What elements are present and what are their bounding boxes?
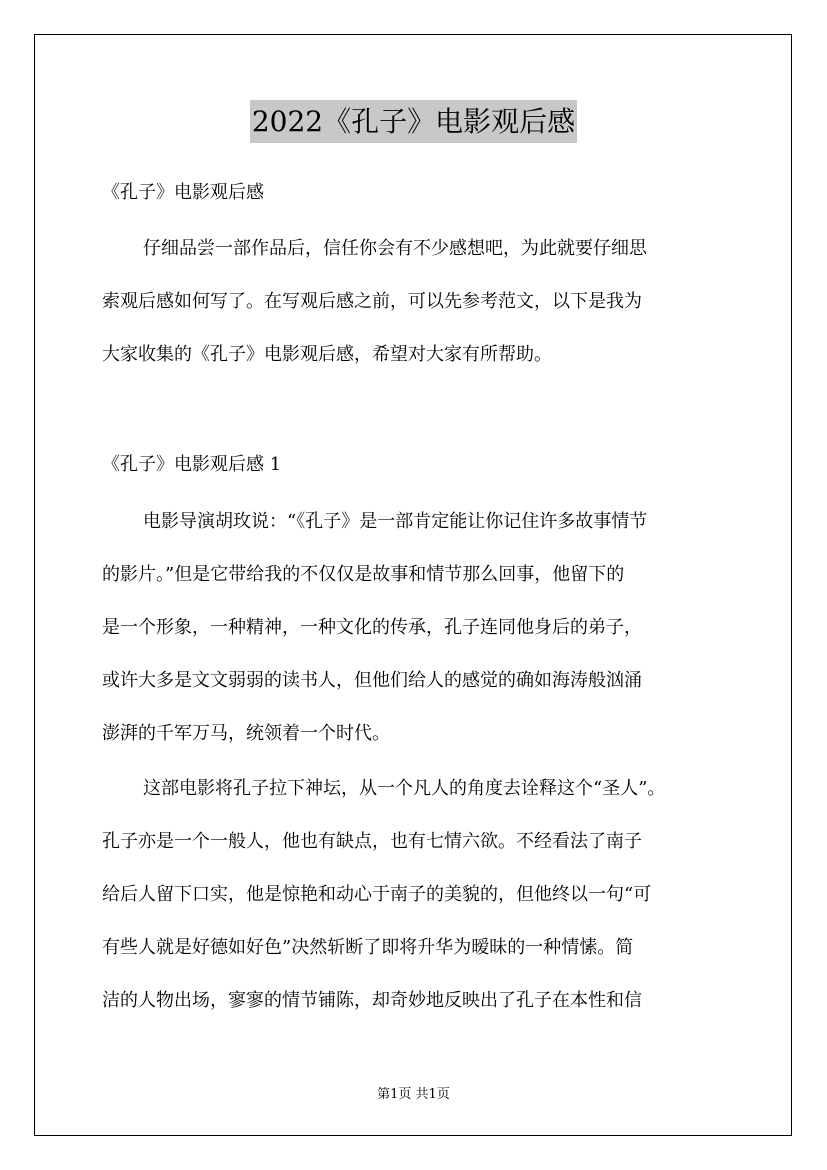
section-heading: 《孔子》电影观后感 1 bbox=[102, 454, 282, 475]
document-title: 2022《孔子》电影观后感 bbox=[250, 100, 577, 143]
paragraph-line: 孔子亦是一个一般人，他也有缺点，也有七情六欲。不经看法了南子 bbox=[102, 831, 642, 852]
paragraph-line: 电影导演胡玫说：“《孔子》是一部肯定能让你记住许多故事情节 bbox=[143, 511, 648, 532]
intro-line: 仔细品尝一部作品后，信任你会有不少感想吧，为此就要仔细思 bbox=[143, 238, 647, 259]
paragraph-line: 有些人就是好德如好色”决然斩断了即将升华为暧昧的一种情愫。简 bbox=[102, 937, 634, 958]
paragraph-line: 澎湃的千军万马，统领着一个时代。 bbox=[102, 723, 390, 744]
paragraph-line: 洁的人物出场，寥寥的情节铺陈，却奇妙地反映出了孔子在本性和信 bbox=[102, 990, 642, 1011]
title-container bbox=[0, 100, 827, 143]
intro-line: 大家收集的《孔子》电影观后感，希望对大家有所帮助。 bbox=[102, 344, 552, 365]
intro-line: 索观后感如何写了。在写观后感之前，可以先参考范文，以下是我为 bbox=[102, 291, 642, 312]
subtitle: 《孔子》电影观后感 bbox=[102, 182, 264, 203]
paragraph-line: 这部电影将孔子拉下神坛，从一个凡人的角度去诠释这个“圣人”。 bbox=[143, 778, 666, 799]
page-footer: 第1页 共1页 bbox=[377, 1087, 450, 1102]
paragraph-line: 给后人留下口实，他是惊艳和动心于南子的美貌的，但他终以一句“可 bbox=[102, 884, 652, 905]
paragraph-line: 或许大多是文文弱弱的读书人，但他们给人的感觉的确如海涛般汹涌 bbox=[102, 670, 642, 691]
paragraph-line: 是一个形象，一种精神，一种文化的传承，孔子连同他身后的弟子， bbox=[102, 617, 642, 638]
paragraph-line: 的影片。”但是它带给我的不仅仅是故事和情节那么回事，他留下的 bbox=[102, 564, 625, 585]
